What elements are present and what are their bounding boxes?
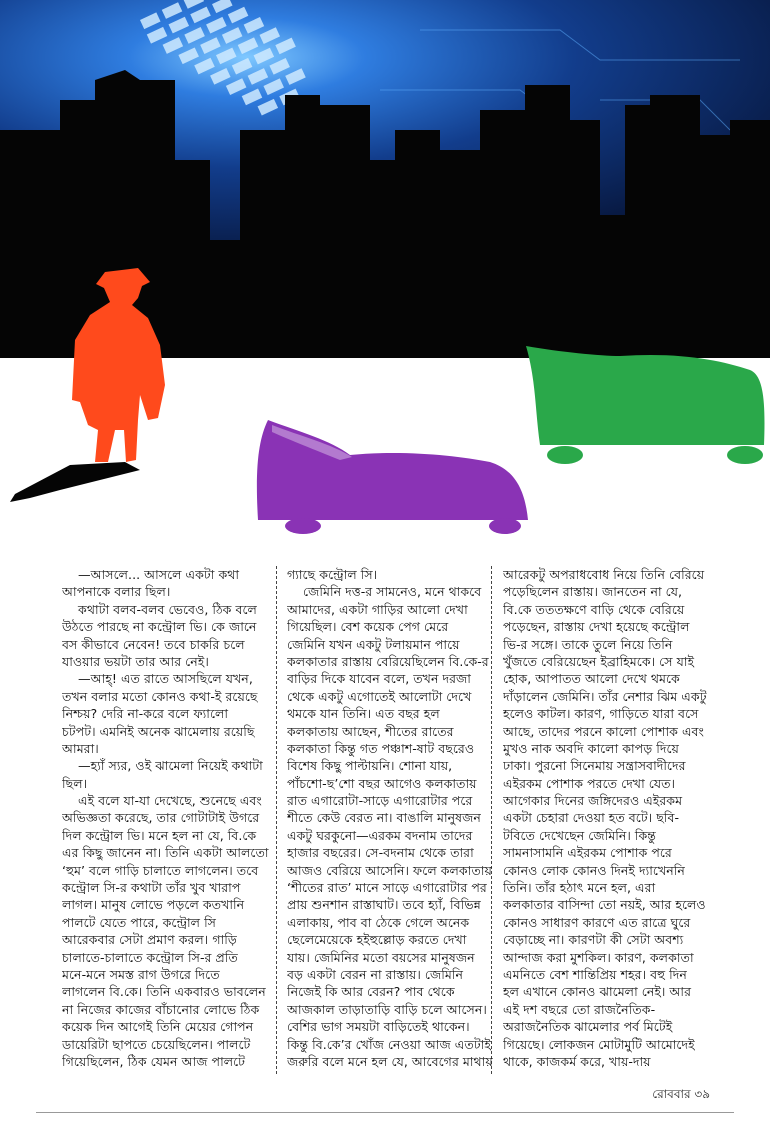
text-line: মনে-মনে সমস্ত রাগ উগরে দিতে	[62, 966, 220, 982]
text-line: কলকাতার রাস্তায় বেরিয়েছিলেন বি.কে-র	[287, 653, 489, 669]
text-line: অরাজনৈতিক ঝামেলার পর্ব মিটেই	[503, 1019, 673, 1035]
text-line: কলকাতায় আছেন, শীতের রাতের	[287, 723, 454, 739]
text-line: কোনও লোক কোনও দিনই দ্যাখেননি	[503, 862, 685, 878]
text-line: নিশ্চয়? দেরি না-করে বলে ফ্যালো	[62, 706, 229, 722]
text-line: না নিজের কাজের বাঁচানোর লোভে ঠিক	[62, 1001, 260, 1017]
text-line: বেড়াচ্ছে না। কারণটা কী সেটা অবশ্য	[503, 932, 684, 948]
text-line: এমনিতে বেশ শান্তিপ্রিয় শহর। বহু দিন	[503, 966, 687, 982]
text-line: আজকাল তাড়াতাড়ি বাড়ি চলে আসেন।	[287, 1001, 487, 1017]
text-line: পড়েছিলেন রাস্তায়। জানতেন না যে,	[503, 584, 683, 600]
text-line: কথাটা বলব-বলব ভেবেও, ঠিক বলে	[62, 601, 257, 617]
text-line: আজও বেরিয়ে আসেনি। ফলে কলকাতায়	[287, 862, 492, 878]
city-night-illustration	[0, 0, 770, 545]
text-line: উঠতে পারছে না কন্ট্রোল ভি। কে জানে	[62, 619, 257, 635]
text-line: দাঁড়ালেন জেমিনি। তাঁর নেশার ঝিম একটু	[503, 688, 707, 704]
text-line: থমকে যান তিনি। এত বছর হল	[287, 706, 440, 722]
text-line: ঢাকা। পুরনো সিনেমায় সন্ত্রাসবাদীদের	[503, 758, 686, 774]
text-line: —আসলে... আসলে একটা কথা	[62, 567, 240, 582]
text-line: আমরা।	[62, 740, 99, 756]
text-line: ডায়েরিটা ছাপতে চেয়েছিলেন। পালটে	[62, 1036, 251, 1052]
text-line: হাজার বছরের। সে-বদনাম থেকে তারা	[287, 845, 474, 861]
text-line: এলাকায়, পাব বা ঠেকে গেলে অনেক	[287, 914, 470, 930]
text-line: এই বলে যা-যা দেখেছে, শুনেছে এবং	[62, 793, 262, 809]
text-line: তিনি। তাঁর হঠাৎ মনে হল, এরা	[503, 880, 656, 896]
text-line: দিল কন্ট্রোল ভি। মনে হল না যে, বি.কে	[62, 827, 257, 843]
text-line: একটা চেহারা দেওয়া হত বটে। ছবি-	[503, 810, 680, 826]
text-line: জরুরি বলে মনে হল যে, আবেগের মাথায়	[287, 1053, 493, 1069]
text-line: আপনাকে বলার ছিল।	[62, 584, 171, 600]
text-line: কোনও সাধারণ কারণে এত রাত্রে ঘুরে	[503, 914, 691, 930]
text-line: —হ্যাঁ স্যর, ওই ঝামেলা নিয়েই কথাটা	[62, 758, 263, 774]
text-line: বস কীভাবে নেবেন! তবে চাকরি চলে	[62, 636, 245, 652]
text-column-1	[62, 566, 277, 1070]
text-line: কলকাতার বাসিন্দা তো নয়ই, আর হলেও	[503, 897, 706, 913]
text-line: পড়েছেন, রাস্তায় দেখা হয়েছে কন্ট্রোল	[503, 619, 690, 635]
text-line: জেমিনি দত্ত-র সামনেও, মনে থাকবে	[287, 584, 482, 600]
text-line: বি.কে তততক্ষণে বাড়ি থেকে বেরিয়ে	[503, 601, 685, 617]
text-column-2	[287, 566, 502, 1070]
text-line: লাগলেন বি.কে। তিনি একবারও ভাবলেন	[62, 984, 266, 1000]
text-line: আছে, তাদের পরনে কালো পোশাক এবং	[503, 723, 704, 739]
text-line: বেশির ভাগ সময়টা বাড়িতেই থাকেন।	[287, 1019, 470, 1035]
text-line: আমাদের, একটা গাড়ির আলো দেখা	[287, 601, 468, 617]
text-line: তখন বলার মতো কোনও কথা-ই রয়েছে	[62, 688, 258, 704]
text-line: —আহ্! এত রাতে আসছিলে যখন,	[62, 671, 253, 687]
text-line: গিয়েছিল। বেশ কয়েক পেগ মেরে	[287, 619, 449, 635]
text-line: এর কিছু জানেন না। তিনি একটা আলতো	[62, 845, 269, 861]
text-line: খুঁজতে বেরিয়েছেন ইব্রাহিমকে। সে যাই	[503, 653, 695, 669]
text-line: ভি-র সঙ্গে। তাকে তুলে নিয়ে তিনি	[503, 636, 673, 652]
text-line: ছিল।	[62, 775, 88, 791]
text-line: বড় একটা বেরন না রাস্তায়। জেমিনি	[287, 966, 463, 982]
article-body	[0, 566, 770, 1076]
text-line: থাকে, কাজকর্ম করে, খায়-দায়	[503, 1053, 651, 1069]
text-line: এই দশ বছরে তো রাজনৈতিক-	[503, 1001, 656, 1017]
text-line: লাগল। মানুষ লোভে পড়লে কতখানি	[62, 897, 245, 913]
text-line: রাত এগারোটা-সাড়ে এগারোটার পরে	[287, 793, 473, 809]
text-line: পালটে যেতে পারে, কন্ট্রোল সি	[62, 914, 216, 930]
text-line: এইরকম পোশাক পরতে দেখা যেত।	[503, 775, 676, 791]
text-line: হোক, আপাতত আলো দেখে থমকে	[503, 671, 680, 687]
text-line: যাওয়ার ভয়টা তার আর নেই।	[62, 653, 209, 669]
text-line: সামনাসামনি এইরকম পোশাক পরে	[503, 845, 672, 861]
text-line: ‘হুম’ বলে গাড়ি চালাতে লাগলেন। তবে	[62, 862, 259, 878]
text-line: গিয়েছিলেন, ঠিক যেমন আজ পালটে	[62, 1053, 246, 1069]
text-line: নিজেই কি আর বেরন? পাব থেকে	[287, 984, 455, 1000]
text-line: গিয়েছে। লোকজন মোটামুটি আমোদেই	[503, 1036, 695, 1052]
text-line: টবিতে দেখেছেন জেমিনি। কিন্তু	[503, 827, 656, 843]
text-line: হলেও কাটল। কারণ, গাড়িতে যারা বসে	[503, 706, 699, 722]
text-line: আরেকটু অপরাধবোধ নিয়ে তিনি বেরিয়ে	[503, 567, 705, 582]
text-line: আরেকবার সেটা প্রমাণ করল। গাড়ি	[62, 932, 237, 948]
text-line: পাঁচশো-ছ’শো বছর আগেও কলকাতায়	[287, 775, 477, 791]
footer-rule	[36, 1112, 734, 1113]
text-line: কন্ট্রোল সি-র কথাটা তাঁর খুব খারাপ	[62, 880, 241, 896]
text-line: কয়েক দিন আগেই তিনি মেয়ের গোপন	[62, 1019, 254, 1035]
text-line: একটু ঘরকুনো—এরকম বদনাম তাদের	[287, 827, 473, 843]
text-line: বিশেষ কিছু পাল্টায়নি। শোনা যায়,	[287, 758, 453, 774]
text-line: গ্যাছে কন্ট্রোল সি।	[287, 567, 378, 582]
text-line: চালাতে-চালাতে কন্ট্রোল সি-র প্রতি	[62, 949, 238, 965]
text-line: শীতে কেউ বেরত না। বাঙালি মানুষজন	[287, 810, 481, 826]
text-line: বাড়ির দিকে যাবেন বলে, তখন দরজা	[287, 671, 471, 687]
text-line: জেমিনি যখন একটু টলায়মান পায়ে	[287, 636, 460, 652]
text-column-3	[503, 566, 718, 1070]
text-line: ‘শীতের রাত’ মানে সাড়ে এগারোটার পর	[287, 880, 487, 896]
text-line: চটপট। এমনিই অনেক ঝামেলায় রয়েছি	[62, 723, 255, 739]
text-line: থেকে একটু এগোতেই আলোটা দেখে	[287, 688, 472, 704]
text-line: যায়। জেমিনির মতো বয়সের মানুষজন	[287, 949, 475, 965]
text-line: অভিজ্ঞতা করেছে, তার গোটাটাই উগরে	[62, 810, 260, 826]
text-line: আগেকার দিনের জঙ্গিদেরও এইরকম	[503, 793, 683, 809]
text-line: প্রায় শুনশান রাস্তাঘাট। তবে হ্যাঁ, বিভিন্ন	[287, 897, 481, 913]
page-footer: রোববার ৩৯	[652, 1087, 710, 1101]
text-line: কলকাতা কিন্তু গত পঞ্চাশ-ষাট বছরেও	[287, 740, 475, 756]
text-line: হল এখানে কোনও ঝামেলা নেই। আর	[503, 984, 692, 1000]
text-line: আন্দাজ করা মুশকিল। কারণ, কলকাতা	[503, 949, 694, 965]
text-line: মুখও নাক অবদি কালো কাপড় দিয়ে	[503, 740, 679, 756]
text-line: কিন্তু বি.কে’র খোঁজ নেওয়া আজ এতটাই	[287, 1036, 491, 1052]
text-line: ছেলেমেয়েকে হইহুল্লোড় করতে দেখা	[287, 932, 467, 948]
